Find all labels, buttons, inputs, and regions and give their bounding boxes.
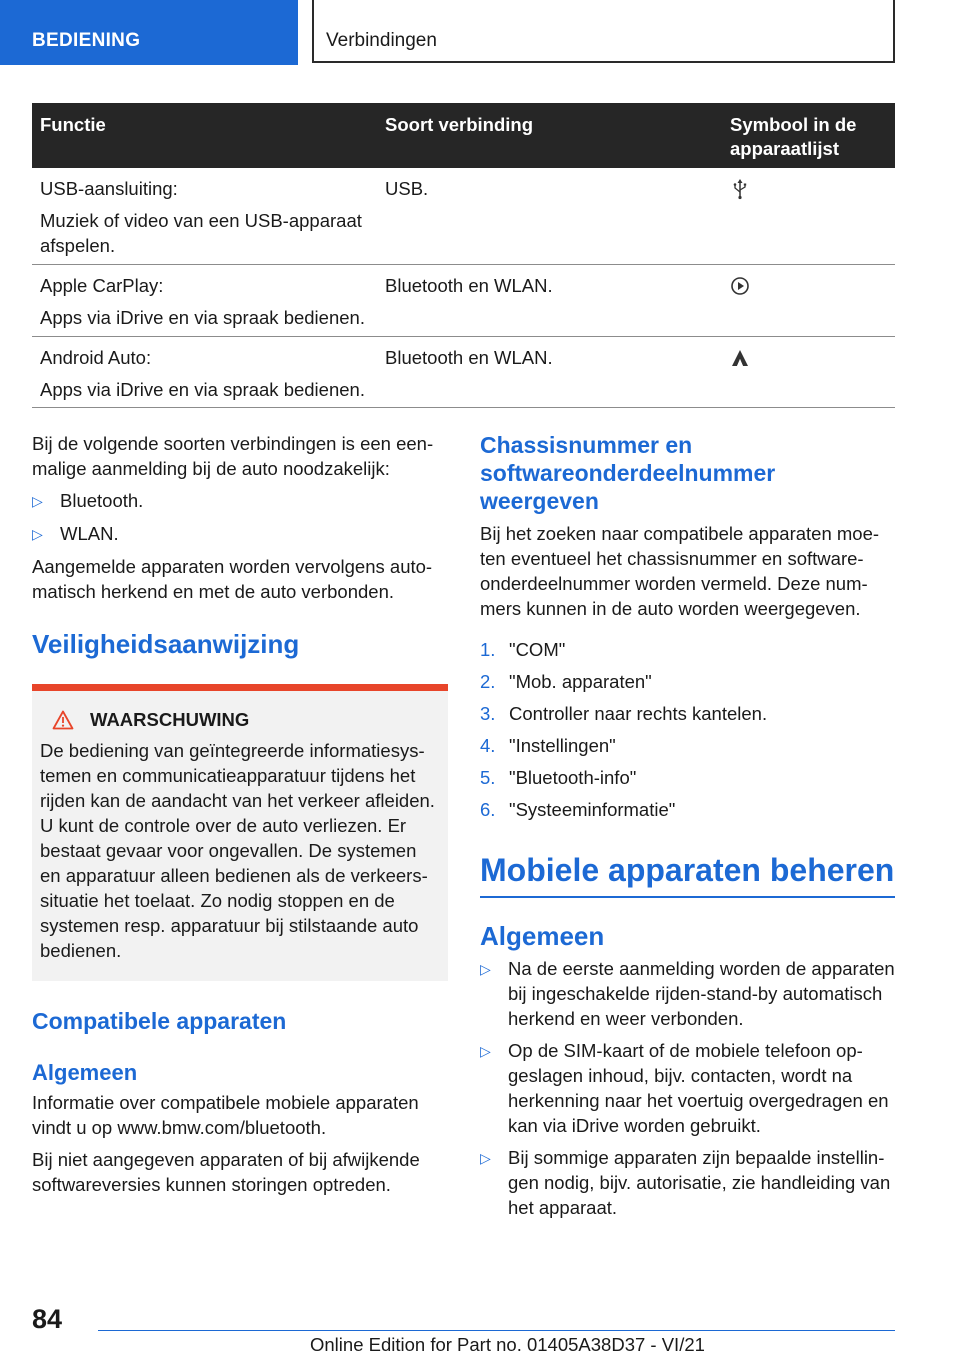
paragraph: Aangemelde apparaten worden vervolgens automatisch herkend en met de auto verbonden. <box>32 556 433 602</box>
step-number: 2. <box>480 671 496 692</box>
list-item-text: Op de SIM-kaart of de mobiele telefoon opgeslagen inhoud, bijv. contacten, wordt na herkenning naar het voertuig overgedragen en kan via iDrive worden gebruikt. <box>508 1040 889 1136</box>
list-item-text: Bluetooth. <box>60 490 144 511</box>
function-description: Muziek of video van een USB-apparaat afspelen. <box>40 210 362 256</box>
warning-triangle-icon <box>52 710 74 730</box>
compatible-devices-heading: Compatibele apparaten <box>32 1008 287 1034</box>
bullet-triangle-icon: ▷ <box>480 1150 491 1166</box>
function-title: USB-aansluiting: <box>40 178 178 199</box>
step-number: 1. <box>480 639 496 660</box>
warning-header <box>40 707 440 732</box>
right-column <box>480 431 895 1227</box>
list-item-text: Bij sommige apparaten zijn bepaalde instellingen nodig, bijv. autorisatie, zie handleiding van het apparaat. <box>508 1147 891 1218</box>
warning-text: De bediening van geïntegreerde informatiesystemen en communicatieapparatuur tijdens het rijden kan de aandacht van het verkeer afleiden. U kunt de controle over de auto verliezen. Er bestaat gevaar voor ongevallen. De systemen en apparatuur alleen bedienen als de verkeerssituatie het toelaat. Zo nodig stoppen en de systemen resp. apparatuur bij stilstaande auto bedienen. <box>40 740 435 961</box>
bullet-triangle-icon: ▷ <box>32 493 43 509</box>
connection-type: Bluetooth en WLAN. <box>385 347 553 368</box>
table-row <box>32 168 895 265</box>
step-item <box>480 797 895 822</box>
function-title: Android Auto: <box>40 347 152 368</box>
column-header-symbol: Symbool in de apparaatlijst <box>730 114 857 159</box>
step-number: 6. <box>480 799 496 820</box>
step-item <box>480 669 895 694</box>
step-item <box>480 701 895 726</box>
intro-paragraph: Bij de volgende soorten verbindingen is een eenmalige aanmelding bij de auto noodzakelijk: <box>32 433 434 479</box>
usb-icon <box>730 178 750 200</box>
chassis-heading: Chassisnummer en softwareonderdeelnummer weergeven <box>480 432 776 514</box>
footer-edition: Online Edition for Part no. 01405A38D37 - VI/21 <box>310 1334 705 1355</box>
warning-box <box>32 684 448 981</box>
list-item <box>32 488 448 514</box>
list-item <box>480 956 895 1031</box>
bullet-triangle-icon: ▷ <box>480 1043 491 1059</box>
step-item <box>480 637 895 662</box>
table-row <box>32 337 895 408</box>
carplay-icon <box>730 275 750 297</box>
bullet-triangle-icon: ▷ <box>32 526 43 542</box>
safety-heading: Veiligheidsaanwijzing <box>32 629 300 659</box>
footer-divider <box>98 1330 895 1331</box>
chapter-label: Verbindingen <box>326 30 437 51</box>
list-item <box>32 521 448 547</box>
general-subheading: Algemeen <box>480 921 605 951</box>
step-number: 3. <box>480 703 496 724</box>
header-chapter-tab <box>312 0 895 63</box>
connection-type: Bluetooth en WLAN. <box>385 275 553 296</box>
connection-type: USB. <box>385 178 429 199</box>
function-description: Apps via iDrive en via spraak bedienen. <box>40 379 365 400</box>
column-header-function: Functie <box>40 114 106 135</box>
table-row <box>32 265 895 337</box>
list-item-text: Na de eerste aanmelding worden de apparaten bij ingeschakelde rijden-stand-by automatisch herkend en weer verbonden. <box>508 958 895 1029</box>
step-text: "Bluetooth-info" <box>509 767 637 788</box>
paragraph: Informatie over compatibele mobiele apparaten vindt u op www.bmw.com/bluetooth. <box>32 1092 419 1138</box>
list-item <box>480 1145 895 1220</box>
header-section-tab <box>0 0 298 65</box>
step-item <box>480 733 895 758</box>
function-description: Apps via iDrive en via spraak bedienen. <box>40 307 365 328</box>
table-header <box>32 103 895 168</box>
page-number: 84 <box>32 1304 63 1334</box>
connection-table <box>32 103 895 408</box>
list-item <box>480 1038 895 1138</box>
section-label: BEDIENING <box>32 30 141 51</box>
step-text: "COM" <box>509 639 566 660</box>
column-header-connection: Soort verbinding <box>385 114 533 135</box>
left-column <box>32 431 448 1204</box>
general-subheading: Algemeen <box>32 1060 138 1085</box>
function-title: Apple CarPlay: <box>40 275 164 296</box>
paragraph: Bij niet aangegeven apparaten of bij afwijkende softwareversies kunnen storingen optreden. <box>32 1149 420 1195</box>
warning-title: WAARSCHUWING <box>90 709 250 730</box>
paragraph: Bij het zoeken naar compatibele apparaten moeten eventueel het chassisnummer en softwareonderdeelnummer worden vermeld. Deze nummers kunnen in de auto worden weergegeven. <box>480 523 880 619</box>
android-auto-icon <box>730 347 750 369</box>
step-item <box>480 765 895 790</box>
step-number: 4. <box>480 735 496 756</box>
list-item-text: WLAN. <box>60 523 119 544</box>
manage-devices-heading: Mobiele apparaten beheren <box>480 850 895 898</box>
step-number: 5. <box>480 767 496 788</box>
step-text: "Systeeminformatie" <box>509 799 676 820</box>
step-text: "Instellingen" <box>509 735 616 756</box>
bullet-triangle-icon: ▷ <box>480 961 491 977</box>
step-text: "Mob. apparaten" <box>509 671 652 692</box>
step-text: Controller naar rechts kantelen. <box>509 703 768 724</box>
